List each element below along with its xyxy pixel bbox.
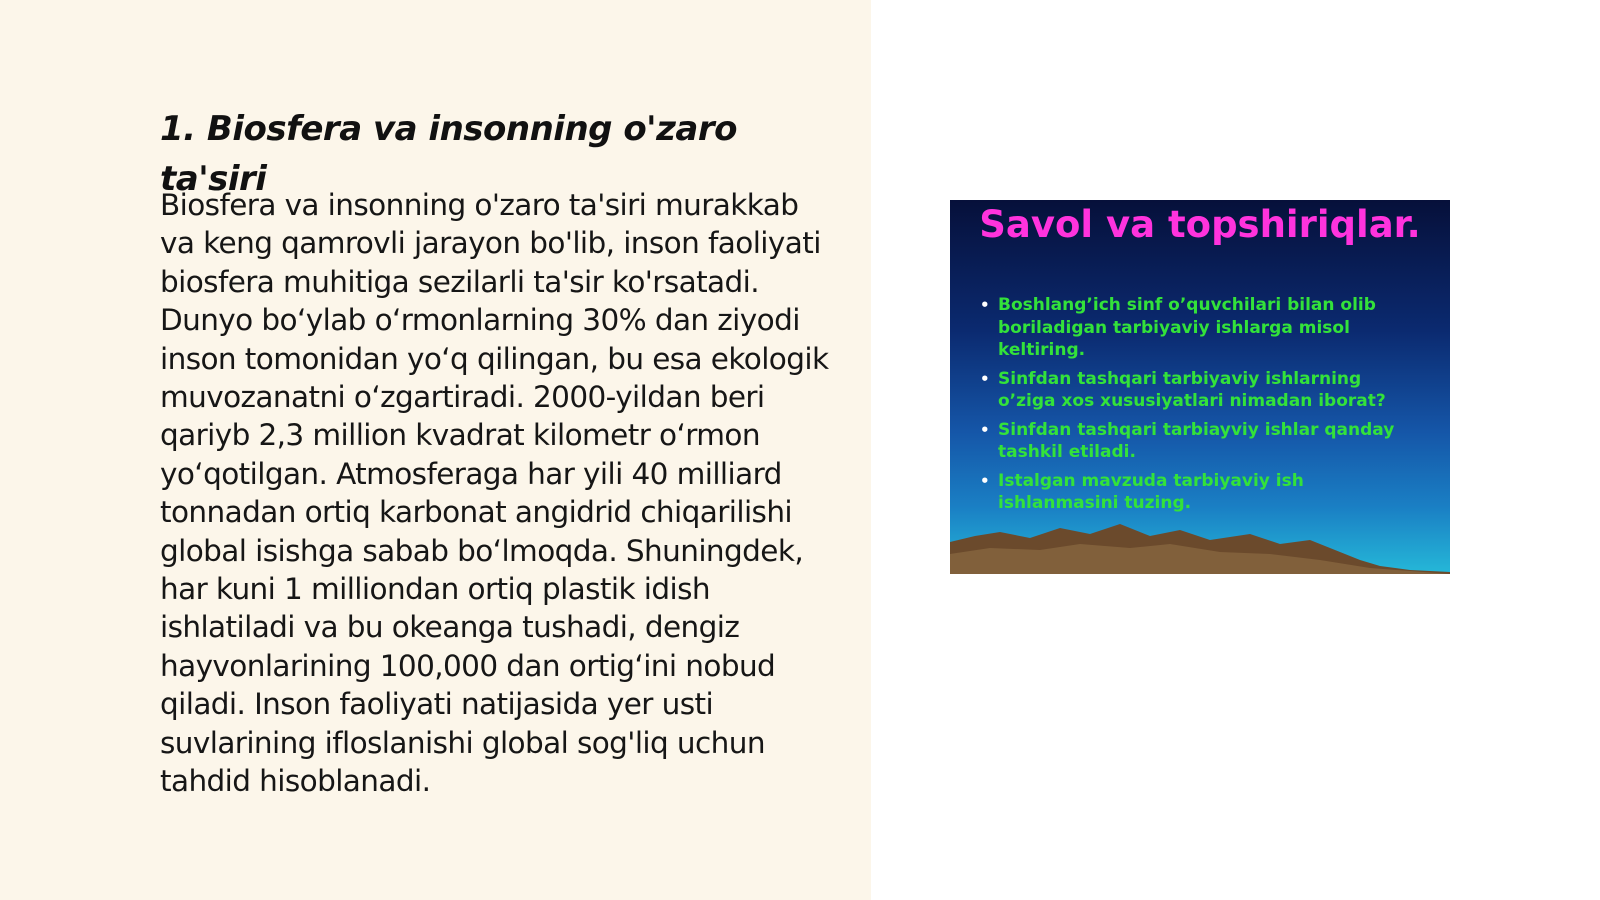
bullet-marker: • — [980, 471, 990, 490]
image-bullet-item — [978, 419, 1418, 464]
slide-image — [950, 200, 1450, 574]
slide-heading: 1. Biosfera va insonning o'zaro ta'siri — [160, 109, 737, 199]
mountains-illustration — [950, 514, 1450, 574]
slide-body-text: Biosfera va insonning o'zaro ta'siri murakkab va keng qamrovli jarayon bo'lib, inson faoliyati biosfera muhitiga sezilarli ta'sir ko'rsatadi. Dunyo bo‘ylab o‘rmonlarning 30% dan ziyodi inson tomonidan yo‘q qilingan, bu esa ekologik muvozanatni o‘zgartiradi. 2000-yildan beri qariyb 2,3 million kvadrat kilometr o‘rmon yo‘qotilgan. Atmosferaga har yili 40 milliard tonnadan ortiq karbonat angidrid chiqarilishi global isishga sabab bo‘lmoqda. Shuningdek, har kuni 1 milliondan ortiq plastik idish ishlatiladi va bu okeanga tushadi, dengiz hayvonlarining 100,000 dan ortig‘ini nobud qiladi. Inson faoliyati natijasida yer usti suvlarining ifloslanishi global sog'liq uchun tahdid hisoblanadi. — [160, 188, 829, 799]
bullet-marker: • — [980, 296, 990, 314]
bullet-text: Boshlang’ich sinf o’quvchilari bilan olib boriladigan tarbiyaviy ishlarga misol keltiring. — [998, 295, 1376, 360]
bullet-marker: • — [980, 420, 990, 439]
image-bullet-item — [978, 294, 1418, 362]
image-title: Savol va topshiriqlar. — [979, 203, 1421, 246]
bullet-text: Sinfdan tashqari tarbiayviy ishlar qanday tashkil etiladi. — [998, 419, 1395, 462]
image-bullet-item — [978, 368, 1418, 413]
image-bullet-list — [978, 294, 1418, 521]
bullet-text: Istalgan mavzuda tarbiyaviy ish ishlanmasini tuzing. — [998, 470, 1304, 513]
bullet-marker: • — [980, 369, 990, 388]
image-bullet-item — [978, 470, 1418, 515]
bullet-text: Sinfdan tashqari tarbiyaviy ishlarning o’ziga xos xususiyatlari nimadan iborat? — [998, 368, 1386, 411]
